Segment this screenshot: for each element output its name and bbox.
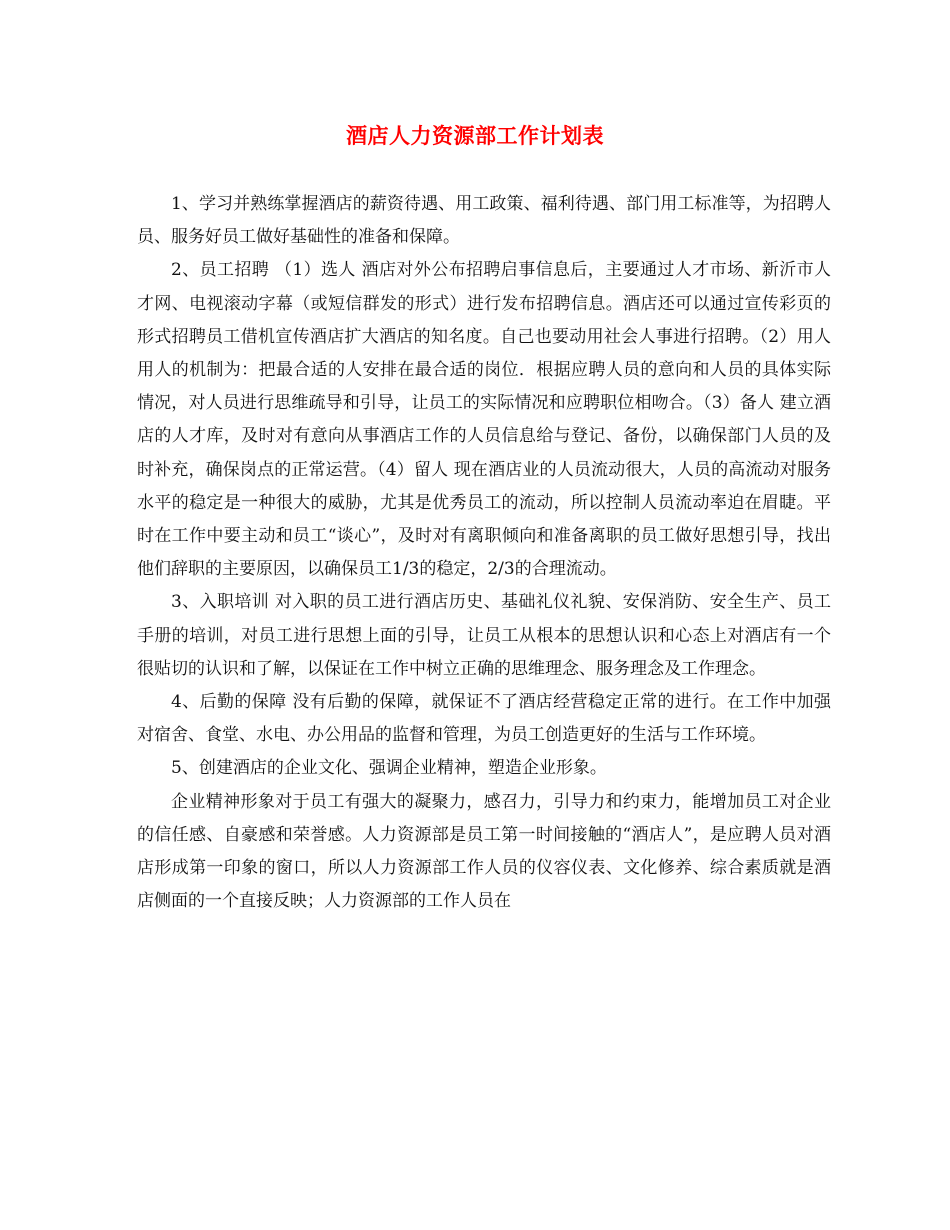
paragraph-1: 1、学习并熟练掌握酒店的薪资待遇、用工政策、福利待遇、部门用工标准等，为招聘人员、服务好员工做好基础性的准备和保障。 [137, 194, 831, 248]
document-body [137, 188, 831, 918]
paragraph-4: 4、后勤的保障 没有后勤的保障，就保证不了酒店经营稳定正常的进行。在工作中加强对宿舍、食堂、水电、办公用品的监督和管理，为员工创造更好的生活与工作环境。 [137, 692, 831, 746]
document-title: 酒店人力资源部工作计划表 [346, 123, 604, 148]
paragraph-3: 3、入职培训 对入职的员工进行酒店历史、基础礼仪礼貌、安保消防、安全生产、员工手册的培训，对员工进行思想上面的引导，让员工从根本的思想认识和心态上对酒店有一个很贴切的认识和了解，以保证在工作中树立正确的思维理念、服务理念及工作理念。 [137, 592, 831, 679]
paragraph-2: 2、员工招聘 （1）选人 酒店对外公布招聘启事信息后，主要通过人才市场、新沂市人才网、电视滚动字幕（或短信群发的形式）进行发布招聘信息。酒店还可以通过宣传彩页的形式招聘员工借机宣传酒店扩大酒店的知名度。自己也要动用社会人事进行招聘。（2）用人 用人的机制为：把最合适的人安排在最合适的岗位．根据应聘人员的意向和人员的具体实际情况，对人员进行思维疏导和引导，让员工的实际情况和应聘职位相吻合。（3）备人 建立酒店的人才库，及时对有意向从事酒店工作的人员信息给与登记、备份，以确保部门人员的及时补充，确保岗点的正常运营。（4）留人 现在酒店业的人员流动很大，人员的高流动对服务水平的稳定是一种很大的威胁，尤其是优秀员工的流动，所以控制人员流动率迫在眉睫。平时在工作中要主动和员工“谈心”，及时对有离职倾向和准备离职的员工做好思想引导，找出他们辞职的主要原因，以确保员工1/3的稳定，2/3的合理流动。 [137, 260, 831, 580]
paragraph-6: 企业精神形象对于员工有强大的凝聚力，感召力，引导力和约束力，能增加员工对企业的信任感、自豪感和荣誉感。人力资源部是员工第一时间接触的“酒店人”，是应聘人员对酒店形成第一印象的窗口，所以人力资源部工作人员的仪容仪表、文化修养、综合素质就是酒店侧面的一个直接反映；人力资源部的工作人员在 [137, 791, 831, 912]
paragraph-5: 5、创建酒店的企业文化、强调企业精神，塑造企业形象。 [171, 758, 607, 779]
